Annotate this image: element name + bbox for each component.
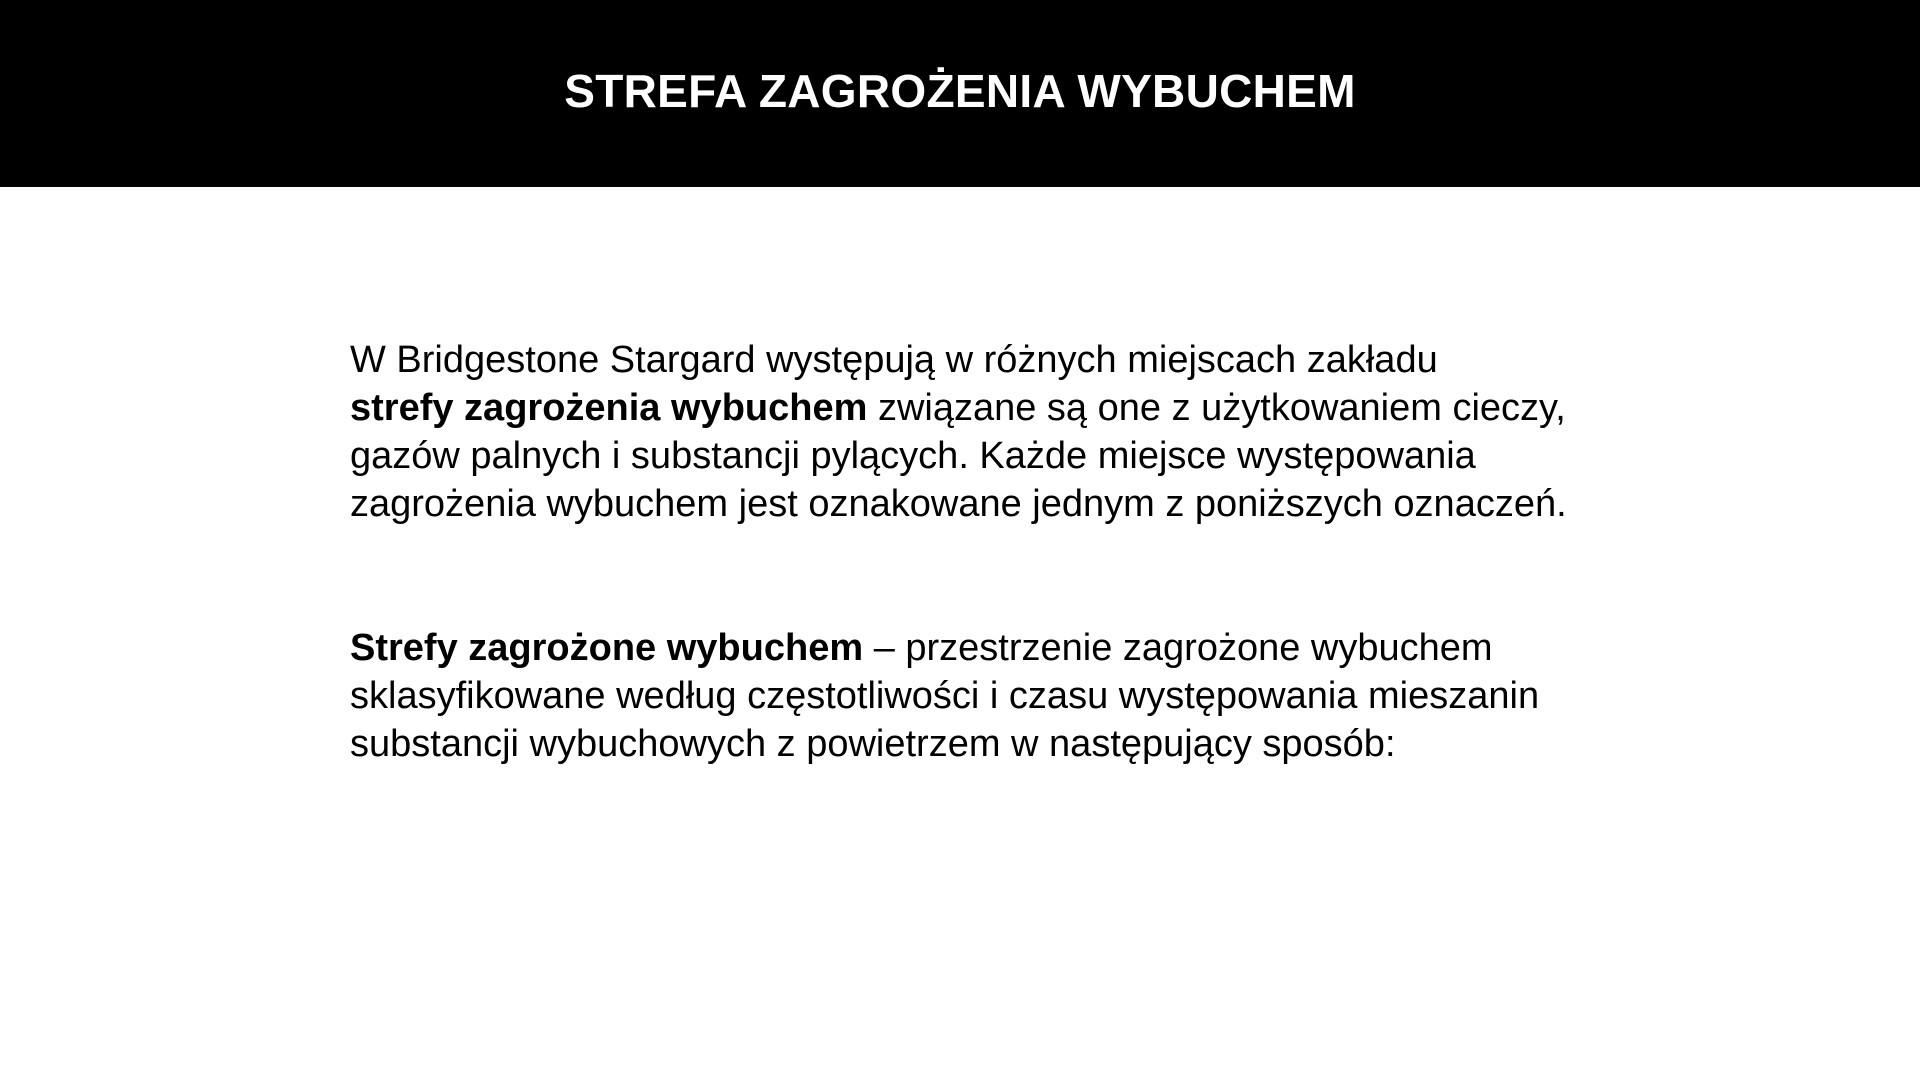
intro-rest-text: związane są one z użytkowaniem cieczy, gazów palnych i substancji pylących. Każde miejsce występowania zagrożenia wybuchem jest oznakowane jednym z poniższych oznaczeń. [350,387,1567,525]
intro-bold-term: strefy zagrożenia wybuchem [350,387,868,429]
definition-paragraph [350,624,1600,768]
slide-body [350,336,1600,768]
definition-text: – przestrzenie zagrożone wybuchem sklasyfikowane według częstotliwości i czasu występowania mieszanin substancji wybuchowych z powietrzem w następujący sposób: [350,627,1540,765]
page-title: STREFA ZAGROŻENIA WYBUCHEM [564,65,1356,117]
intro-lead-text: W Bridgestone Stargard występują w różnych miejscach zakładu [350,339,1438,381]
intro-paragraph [350,336,1600,528]
title-bar [0,0,1920,187]
definition-term: Strefy zagrożone wybuchem [350,627,864,669]
